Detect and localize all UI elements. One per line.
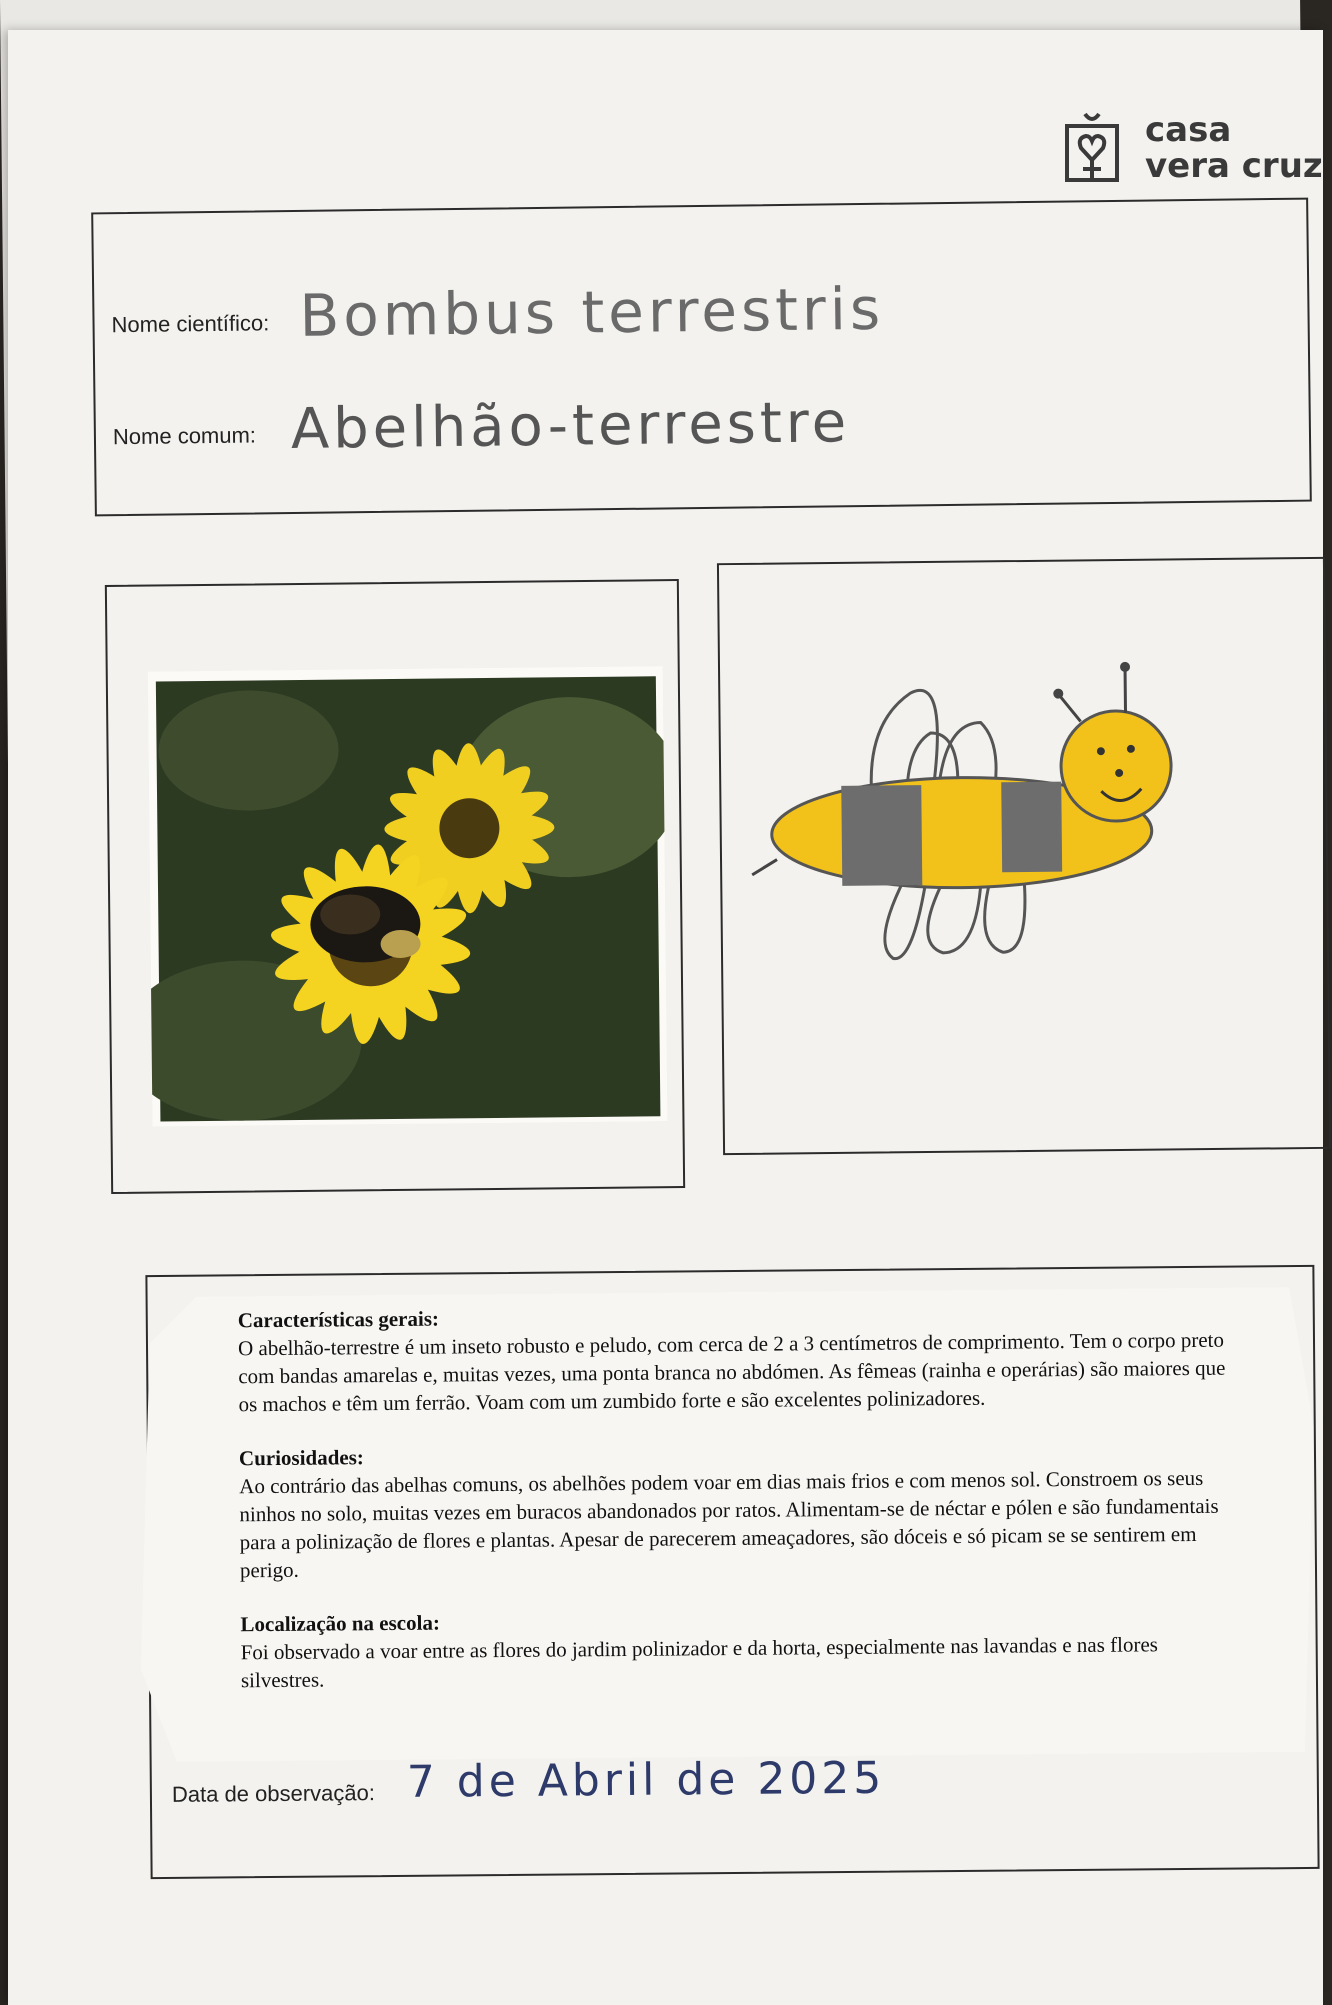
scientific-name-value: Bombus terrestris — [299, 274, 885, 350]
logo-icon — [1063, 112, 1121, 186]
names-section — [91, 198, 1312, 517]
bee-drawing — [740, 620, 1244, 1025]
drawing-head — [1053, 661, 1172, 821]
logo-text — [1145, 112, 1323, 184]
worksheet-page — [8, 30, 1323, 2005]
general-title: Características gerais: — [237, 1306, 440, 1333]
info-section — [145, 1265, 1319, 1879]
common-name-label: Nome comum: — [112, 422, 257, 450]
logo-line-1: casa — [1145, 110, 1232, 150]
logo-line-2: vera cruz — [1145, 146, 1323, 186]
info-text — [238, 1298, 1242, 1721]
date-value: 7 de Abril de 2025 — [406, 1752, 886, 1808]
photo-section — [105, 579, 685, 1194]
drawing-section — [717, 557, 1331, 1155]
scientific-name-label: Nome científico: — [111, 310, 270, 338]
general-text: O abelhão-terrestre é um inseto robusto e peludo, com cerca de 2 a 3 centímetros de comprimento. Tem o corpo preto com bandas amarelas e, muitas vezes, uma ponta branca no abdómen. As fêmeas (rainha e operárias) são maiores que os machos e têm um ferrão. Voam com um zumbido forte e são excelentes polinizadores. — [237, 1327, 1226, 1417]
school-logo — [1063, 82, 1323, 192]
common-name-value: Abelhão-terrestre — [290, 390, 851, 463]
drawing-stinger — [752, 860, 777, 875]
curiosities-text: Ao contrário das abelhas comuns, os abelhões podem voar em dias mais frios e com menos sol. Constroem os seus ninhos no solo, muitas vezes em buracos abandonados por ratos. Alimentam-se de néctar e pólen e são fundamentais para a polinização de flores e plantas. Apesar de parecerem ameaçadores, são dóceis e só picam se se sentirem em perigo. — [239, 1465, 1219, 1583]
location-title: Localização na escola: — [240, 1610, 441, 1637]
curiosities-title: Curiosidades: — [238, 1445, 364, 1471]
location-text: Foi observado a voar entre as flores do jardim polinizador e da horta, especialmente nas lavandas e nas flores silvestres. — [240, 1632, 1159, 1693]
date-label: Data de observação: — [171, 1780, 376, 1807]
bee-photo — [148, 666, 668, 1126]
